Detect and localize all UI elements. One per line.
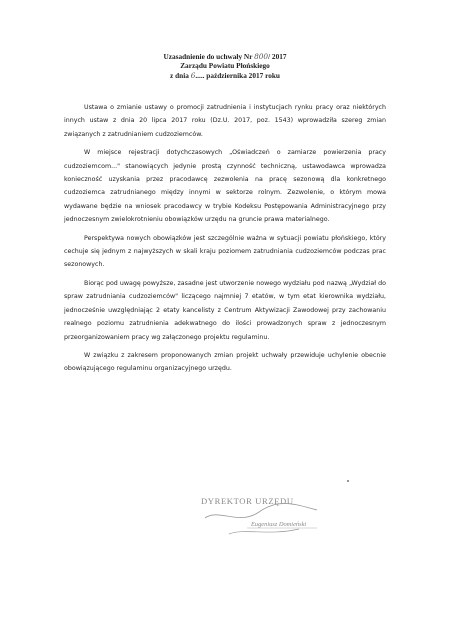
paragraph-2: W miejsce rejestracji dotychczasowych „Oświadczeń o zamiarze powierzenia pracy cudzoziemcom..." stanowiących jedynie prostą czynność techniczną, ustawodawca wprowadza konieczność uzyskania przez pracodawcę zezwolenia na pracę sezonową dla konkretnego cudzoziemca zatrudnianego między innymi w sektorze rolnym. Zezwolenie, o którym mowa wydawane będzie na wniosek pracodawcy w trybie Kodeksu Postępowania Administracyjnego przy jednoczesnym zwielokrotnieniu obowiązków urzędu na gruncie prawa materialnego. (64, 149, 386, 224)
resolution-date-prefix: z dnia (170, 70, 191, 80)
document-body (64, 101, 386, 381)
paragraph-4: Biorąc pod uwagę powyższe, zasadne jest utworzenie nowego wydziału pod nazwą „Wydział do spraw zatrudniania cudzoziemców" liczącego najmniej 7 etatów, w tym etat kierownika wydziału, jednocześnie uwzględniając 2 etaty kancelisty z Centrum Aktywizacji Zawodowej przy zachowaniu realnego poziomu zatrudnienia adekwatnego do ilości prowadzonych spraw z jednoczesnym przeorganizowaniem pracy wg załączonego projektu regulaminu. (64, 279, 386, 341)
paragraph-1: Ustawa o zmianie ustawy o promocji zatrudnienia i instytucjach rynku pracy oraz niektórych innych ustaw z dnia 20 lipca 2017 roku (Dz.U. 2017, poz. 1543) wprowadziła szereg zmian związanych z zatrudnianiem cudzoziemców. (64, 104, 386, 138)
resolution-date (0, 71, 450, 80)
resolution-day-handwritten: 6 (190, 70, 196, 80)
stamp-name: Eugeniusz Domieński (251, 521, 307, 528)
signature-icon (199, 496, 325, 540)
resolution-number-handwritten: 800 (254, 52, 269, 61)
director-stamp (199, 496, 325, 540)
stamp-title: DYREKTOR URZĘDU (201, 496, 294, 506)
resolution-year: / 2017 (268, 52, 287, 61)
paragraph-3: Perspektywa nowych obowiązków jest szczególnie ważna w sytuacji powiatu płońskiego, który cechuje się jednym z najwyższych w skali kraju poziomem zatrudniania cudzoziemców podczas prac sezonowych. (64, 234, 386, 269)
board-name: Zarządu Powiatu Płońskiego (180, 61, 270, 71)
document-header (0, 52, 450, 80)
resolution-title (0, 52, 450, 61)
resolution-date-suffix: ..... października 2017 roku (195, 70, 280, 80)
paragraph-5: W związku z zakresem proponowanych zmian projekt uchwały przewiduje uchylenie obecnie obowiązującego regulaminu organizacyjnego urzędu. (64, 351, 386, 373)
resolution-title-prefix: Uzasadnienie do uchwały Nr (163, 52, 255, 61)
ink-mark (347, 480, 349, 482)
